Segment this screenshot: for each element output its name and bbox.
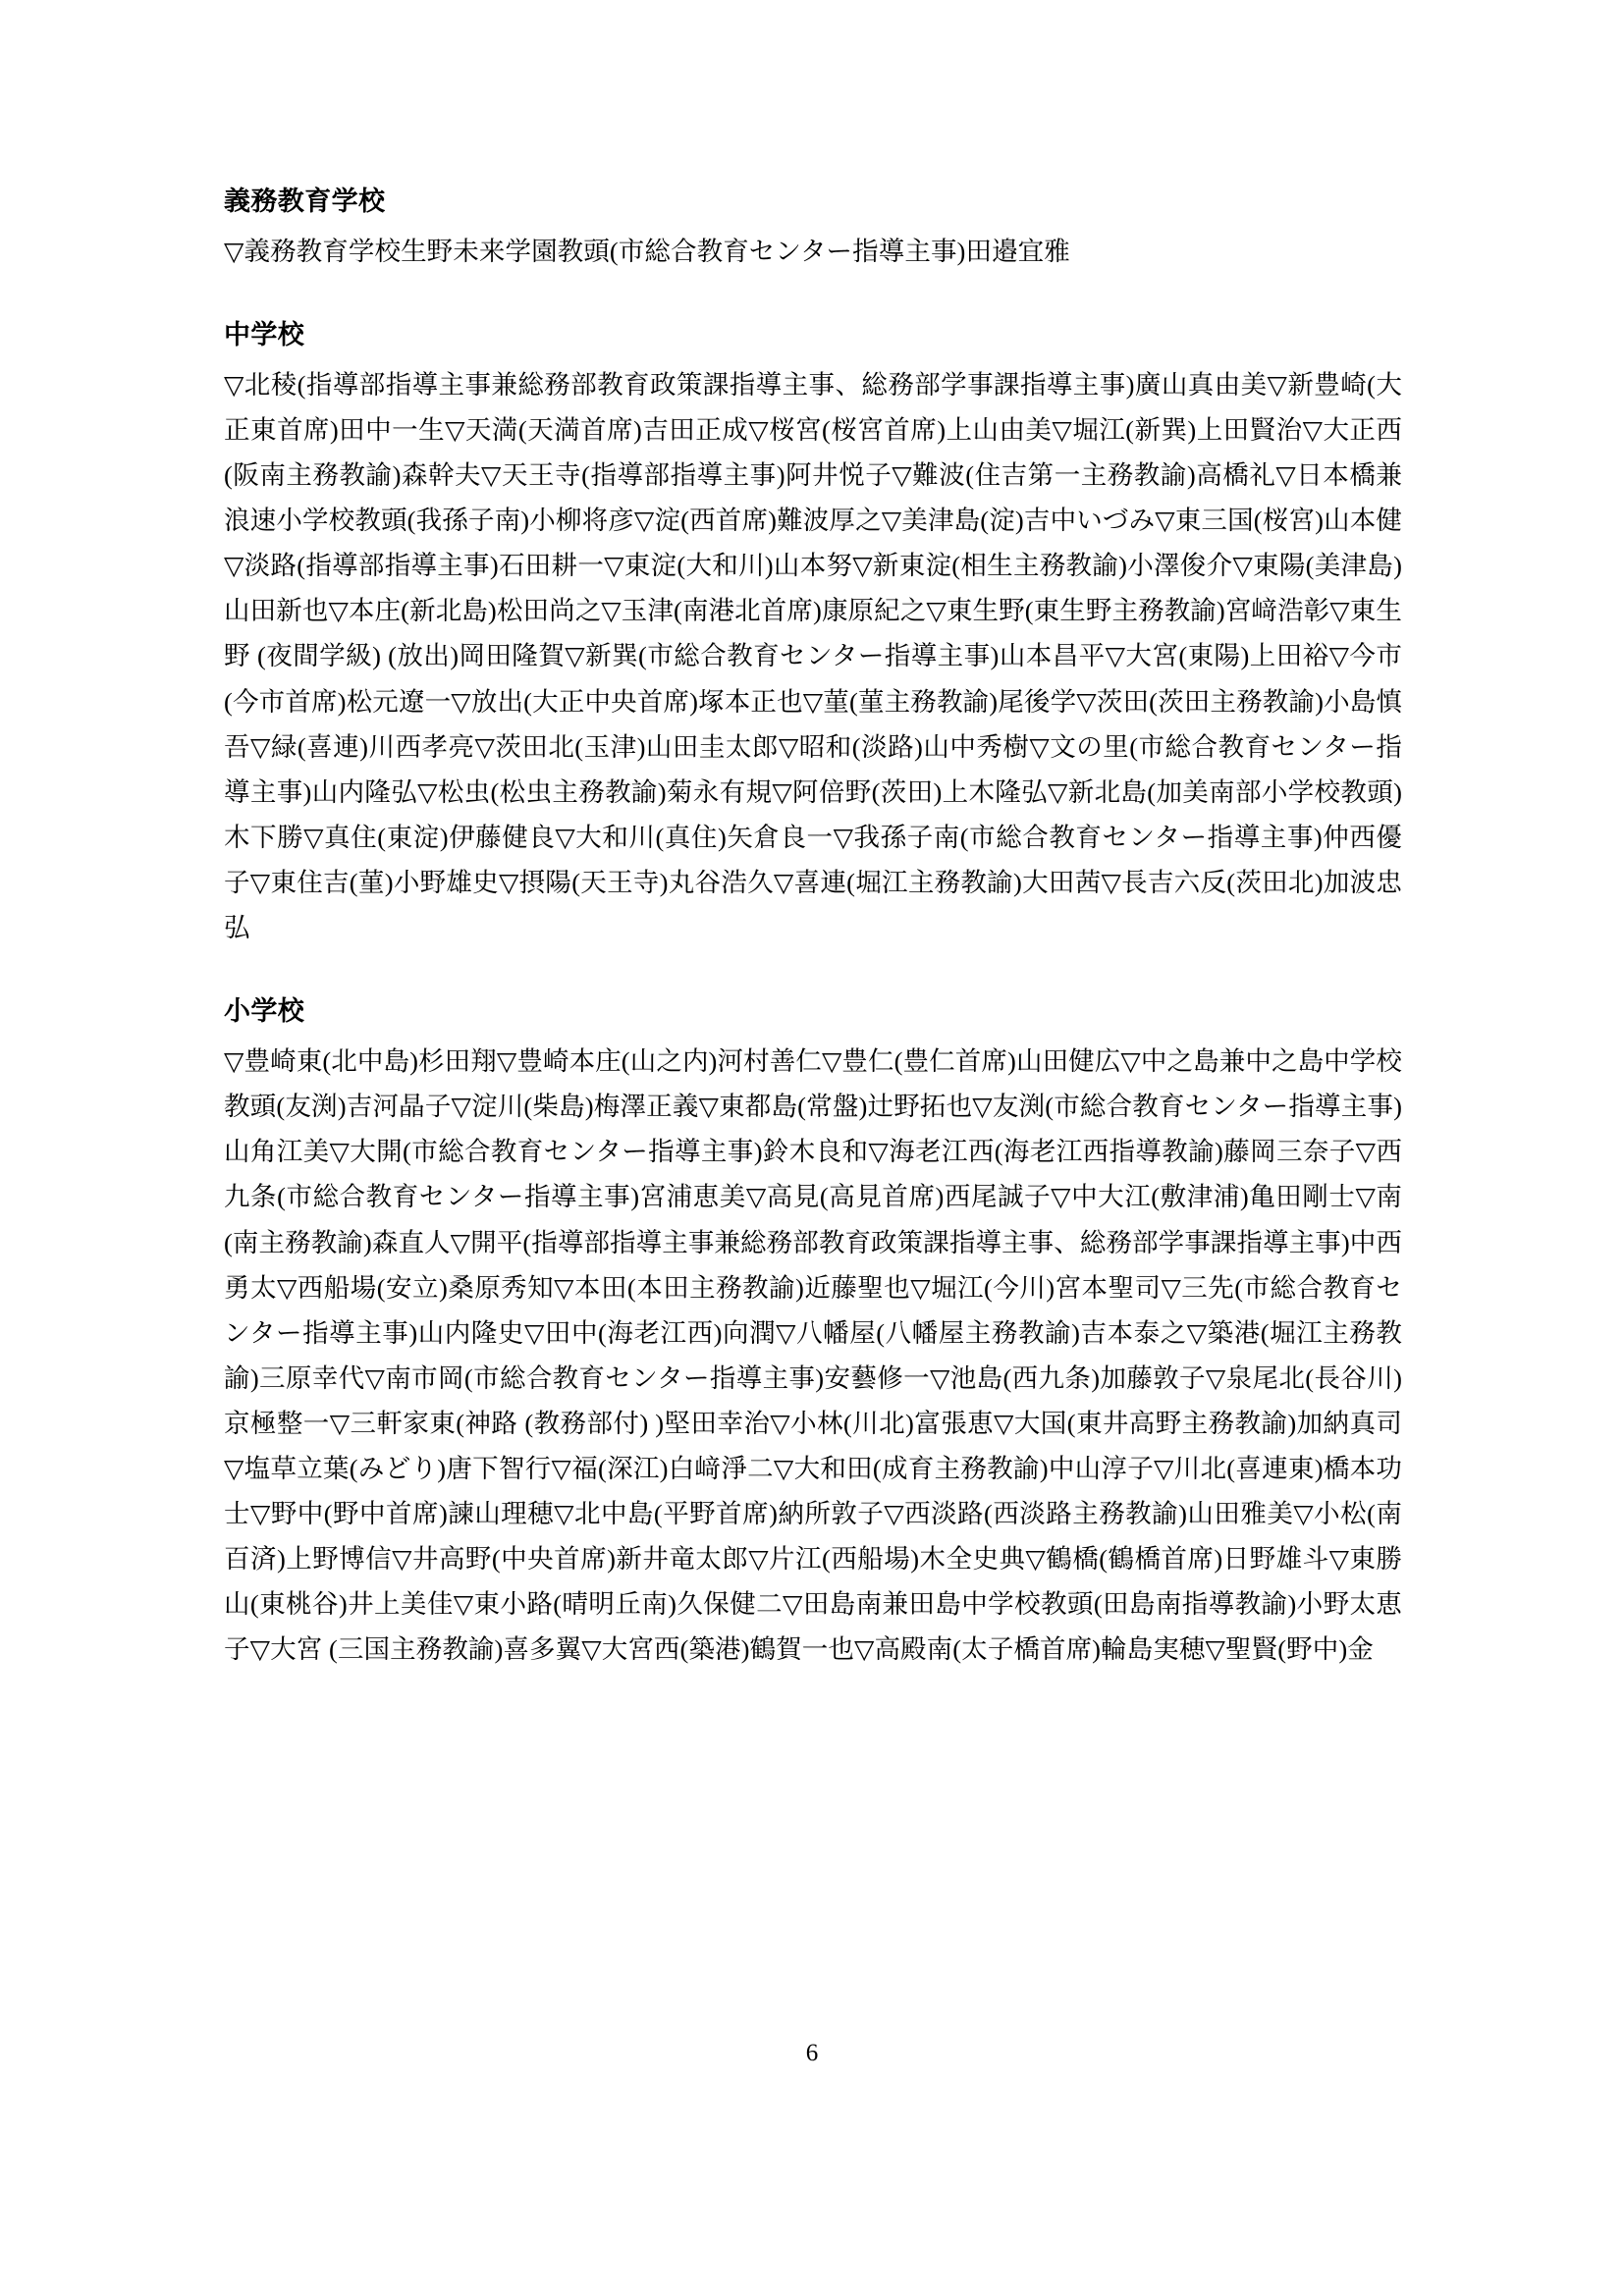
section-body: ▽北稜(指導部指導主事兼総務部教育政策課指導主事、総務部学事課指導主事)廣山真由美▽新豊崎(大正東首席)田中一生▽天満(天満首席)吉田正成▽桜宮(桜宮首席)上山由美▽堀江(新巽)上田賢治▽大正西(阪南主務教諭)森幹夫▽天王寺(指導部指導主事)阿井悦子▽難波(住吉第一主務教諭)高橋礼▽日本橋兼浪速小学校教頭(我孫子南)小柳将彦▽淀(西首席)難波厚之▽美津島(淀)吉中いづみ▽東三国(桜宮)山本健▽淡路(指導部指導主事)石田耕一▽東淀(大和川)山本努▽新東淀(相生主務教諭)小澤俊介▽東陽(美津島)山田新也▽本庄(新北島)松田尚之▽玉津(南港北首席)康原紀之▽東生野(東生野主務教諭)宮﨑浩彰▽東生野 (夜間学級) (放出)岡田隆賀▽新巽(市総合教育センター指導主事)山本昌平▽大宮(東陽)上田裕▽今市(今市首席)松元遼一▽放出(大正中央首席)塚本正也▽菫(菫主務教諭)尾後学▽茨田(茨田主務教諭)小島慎吾▽緑(喜連)川西孝亮▽茨田北(玉津)山田圭太郎▽昭和(淡路)山中秀樹▽文の里(市総合教育センター指導主事)山内隆弘▽松虫(松虫主務教諭)菊永有規▽阿倍野(茨田)上木隆弘▽新北島(加美南部小学校教頭)木下勝▽真住(東淀)伊藤健良▽大和川(真住)矢倉良一▽我孫子南(市総合教育センター指導主事)仲西優子▽東住吉(菫)小野雄史▽摂陽(天王寺)丸谷浩久▽喜連(堀江主務教諭)大田茜▽長吉六反(茨田北)加波忠弘 xyxy=(224,369,1402,943)
section-spacer xyxy=(224,274,1402,315)
section-body: ▽義務教育学校生野未来学園教頭(市総合教育センター指導主事)田邉宜雅 xyxy=(224,236,1070,266)
section-body: ▽豊崎東(北中島)杉田翔▽豊崎本庄(山之内)河村善仁▽豊仁(豊仁首席)山田健広▽中之島兼中之島中学校教頭(友渕)吉河晶子▽淀川(柴島)梅澤正義▽東都島(常盤)辻野拓也▽友渕(市総合教育センター指導主事)山角江美▽大開(市総合教育センター指導主事)鈴木良和▽海老江西(海老江西指導教諭)藤岡三奈子▽西九条(市総合教育センター指導主事)宮浦恵美▽高見(高見首席)西尾誠子▽中大江(敷津浦)亀田剛士▽南(南主務教諭)森直人▽開平(指導部指導主事兼総務部教育政策課指導主事、総務部学事課指導主事)中西勇太▽西船場(安立)桑原秀知▽本田(本田主務教諭)近藤聖也▽堀江(今川)宮本聖司▽三先(市総合教育センター指導主事)山内隆史▽田中(海老江西)向潤▽八幡屋(八幡屋主務教諭)吉本泰之▽築港(堀江主務教諭)三原幸代▽南市岡(市総合教育センター指導主事)安藝修一▽池島(西九条)加藤敦子▽泉尾北(長谷川)京極整一▽三軒家東(神路 (教務部付) )堅田幸治▽小林(川北)富張恵▽大国(東井高野主務教諭)加納真司▽塩草立葉(みどり)唐下智行▽福(深江)白﨑淨二▽大和田(成育主務教諭)中山淳子▽川北(喜連東)橋本功士▽野中(野中首席)諫山理穂▽北中島(平野首席)納所敦子▽西淡路(西淡路主務教諭)山田雅美▽小松(南百済)上野博信▽井高野(中央首席)新井竜太郎▽片江(西船場)木全史典▽鶴橋(鶴橋首席)日野雄斗▽東勝山(東桃谷)井上美佳▽東小路(晴明丘南)久保健二▽田島南兼田島中学校教頭(田島南指導教諭)小野太恵子▽大宮 (三国主務教諭)喜多翼▽大宮西(築港)鶴賀一也▽高殿南(太子橋首席)輪島実穂▽聖賢(野中)金 xyxy=(224,1046,1402,1665)
document-content xyxy=(224,182,1402,1673)
section-compulsory-education-school xyxy=(224,182,1402,274)
page-number: 6 xyxy=(805,2040,819,2066)
section-heading: 小学校 xyxy=(224,996,305,1027)
section-heading: 義務教育学校 xyxy=(224,187,386,216)
section-elementary-school xyxy=(224,991,1402,1672)
section-heading: 中学校 xyxy=(224,319,305,349)
section-spacer xyxy=(224,950,1402,991)
section-junior-high-school xyxy=(224,315,1402,950)
